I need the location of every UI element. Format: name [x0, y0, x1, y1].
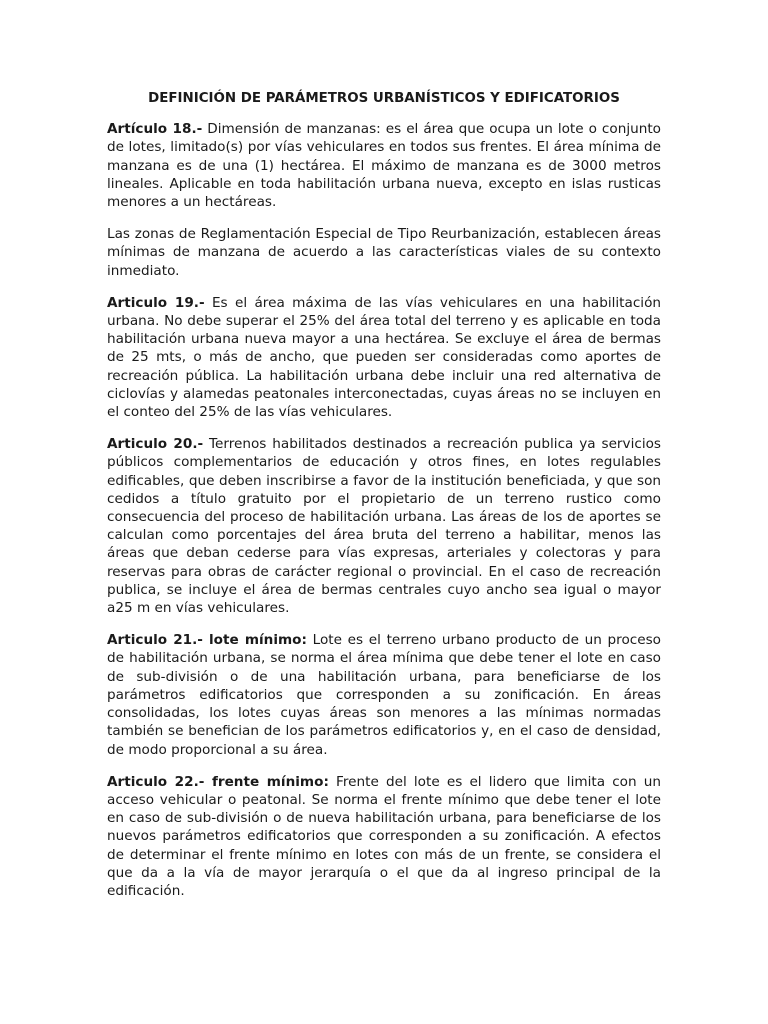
article-heading: Articulo 22.- frente mínimo:	[107, 773, 329, 790]
document-title: DEFINICIÓN DE PARÁMETROS URBANÍSTICOS Y EDIFICATORIOS	[148, 91, 620, 106]
article-text: Terrenos habilitados destinados a recreación publica ya servicios públicos complementarios de educación y otros fines, en lotes regulables edificables, que deben inscribirse a favor de la institución beneficiada, y que son cedidos a título gratuito por el propietario de un terreno rustico como consecuencia del proceso de habilitación urbana. Las áreas de los de aportes se calculan como porcentajes del área bruta del terreno a habilitar, menos las áreas que deban cederse para vías expresas, arteriales y colectoras y para reservas para obras de carácter regional o provincial. En el caso de recreación publica, se incluye el área de bermas centrales cuyo ancho sea igual o mayor a25 m en vías vehiculares.	[107, 436, 661, 617]
paragraph-reurbanizacion	[107, 225, 661, 280]
article-text: Lote es el terreno urbano producto de un proceso de habilitación urbana, se norma el área mínima que debe tener el lote en caso de sub-división o de una habilitación urbana, para beneficiarse de los parámetros edificatorios que corresponden a su zonificación. En áreas consolidadas, los lotes cuyas áreas son menores a las mínimas normadas también se benefician de los parámetros edificatorios y, en el caso de densidad, de modo proporcional a su área.	[107, 632, 662, 758]
article-heading: Artículo 18.-	[107, 121, 203, 138]
paragraph-articulo-21	[107, 631, 661, 758]
article-text: Es el área máxima de las vías vehiculares en una habilitación urbana. No debe superar el 25% del área total del terreno y es aplicable en toda habilitación urbana nueva mayor a una hectárea. Se excluye el área de bermas de 25 mts, o más de ancho, que pueden ser consideradas como aportes de recreación pública. La habilitación urbana debe incluir una red alternativa de ciclovías y alamedas peatonales interconectadas, cuyas áreas no se incluyen en el conteo del 25% de las vías vehiculares.	[107, 294, 661, 421]
paragraph-articulo-18	[107, 120, 661, 211]
article-heading: Articulo 19.-	[107, 294, 205, 311]
paragraph-articulo-22	[107, 773, 661, 900]
article-text: Las zonas de Reglamentación Especial de Tipo Reurbanización, establecen áreas mínimas de manzana de acuerdo a las características viales de su contexto inmediato.	[107, 226, 661, 279]
document-page	[107, 90, 661, 914]
article-heading: Articulo 21.- lote mínimo:	[107, 632, 307, 649]
paragraph-articulo-20	[107, 435, 661, 617]
article-text: Dimensión de manzanas: es el área que ocupa un lote o conjunto de lotes, limitado(s) por vías vehiculares en todos sus frentes. El área mínima de manzana es de una (1) hectárea. El máximo de manzana es de 3000 metros lineales. Aplicable en toda habilitación urbana nueva, excepto en islas rusticas menores a un hectáreas.	[107, 121, 661, 211]
article-heading: Articulo 20.-	[107, 436, 204, 453]
paragraph-articulo-19	[107, 294, 661, 421]
article-text: Frente del lote es el lidero que limita con un acceso vehicular o peatonal. Se norma el frente mínimo que debe tener el lote en caso de sub-división o de nueva habilitación urbana, para beneficiarse de los nuevos parámetros edificatorios que corresponden a su zonificación. A efectos de determinar el frente mínimo en lotes con más de un frente, se considera el que da a la vía de mayor jerarquía o el que da al ingreso principal de la edificación.	[107, 773, 661, 899]
